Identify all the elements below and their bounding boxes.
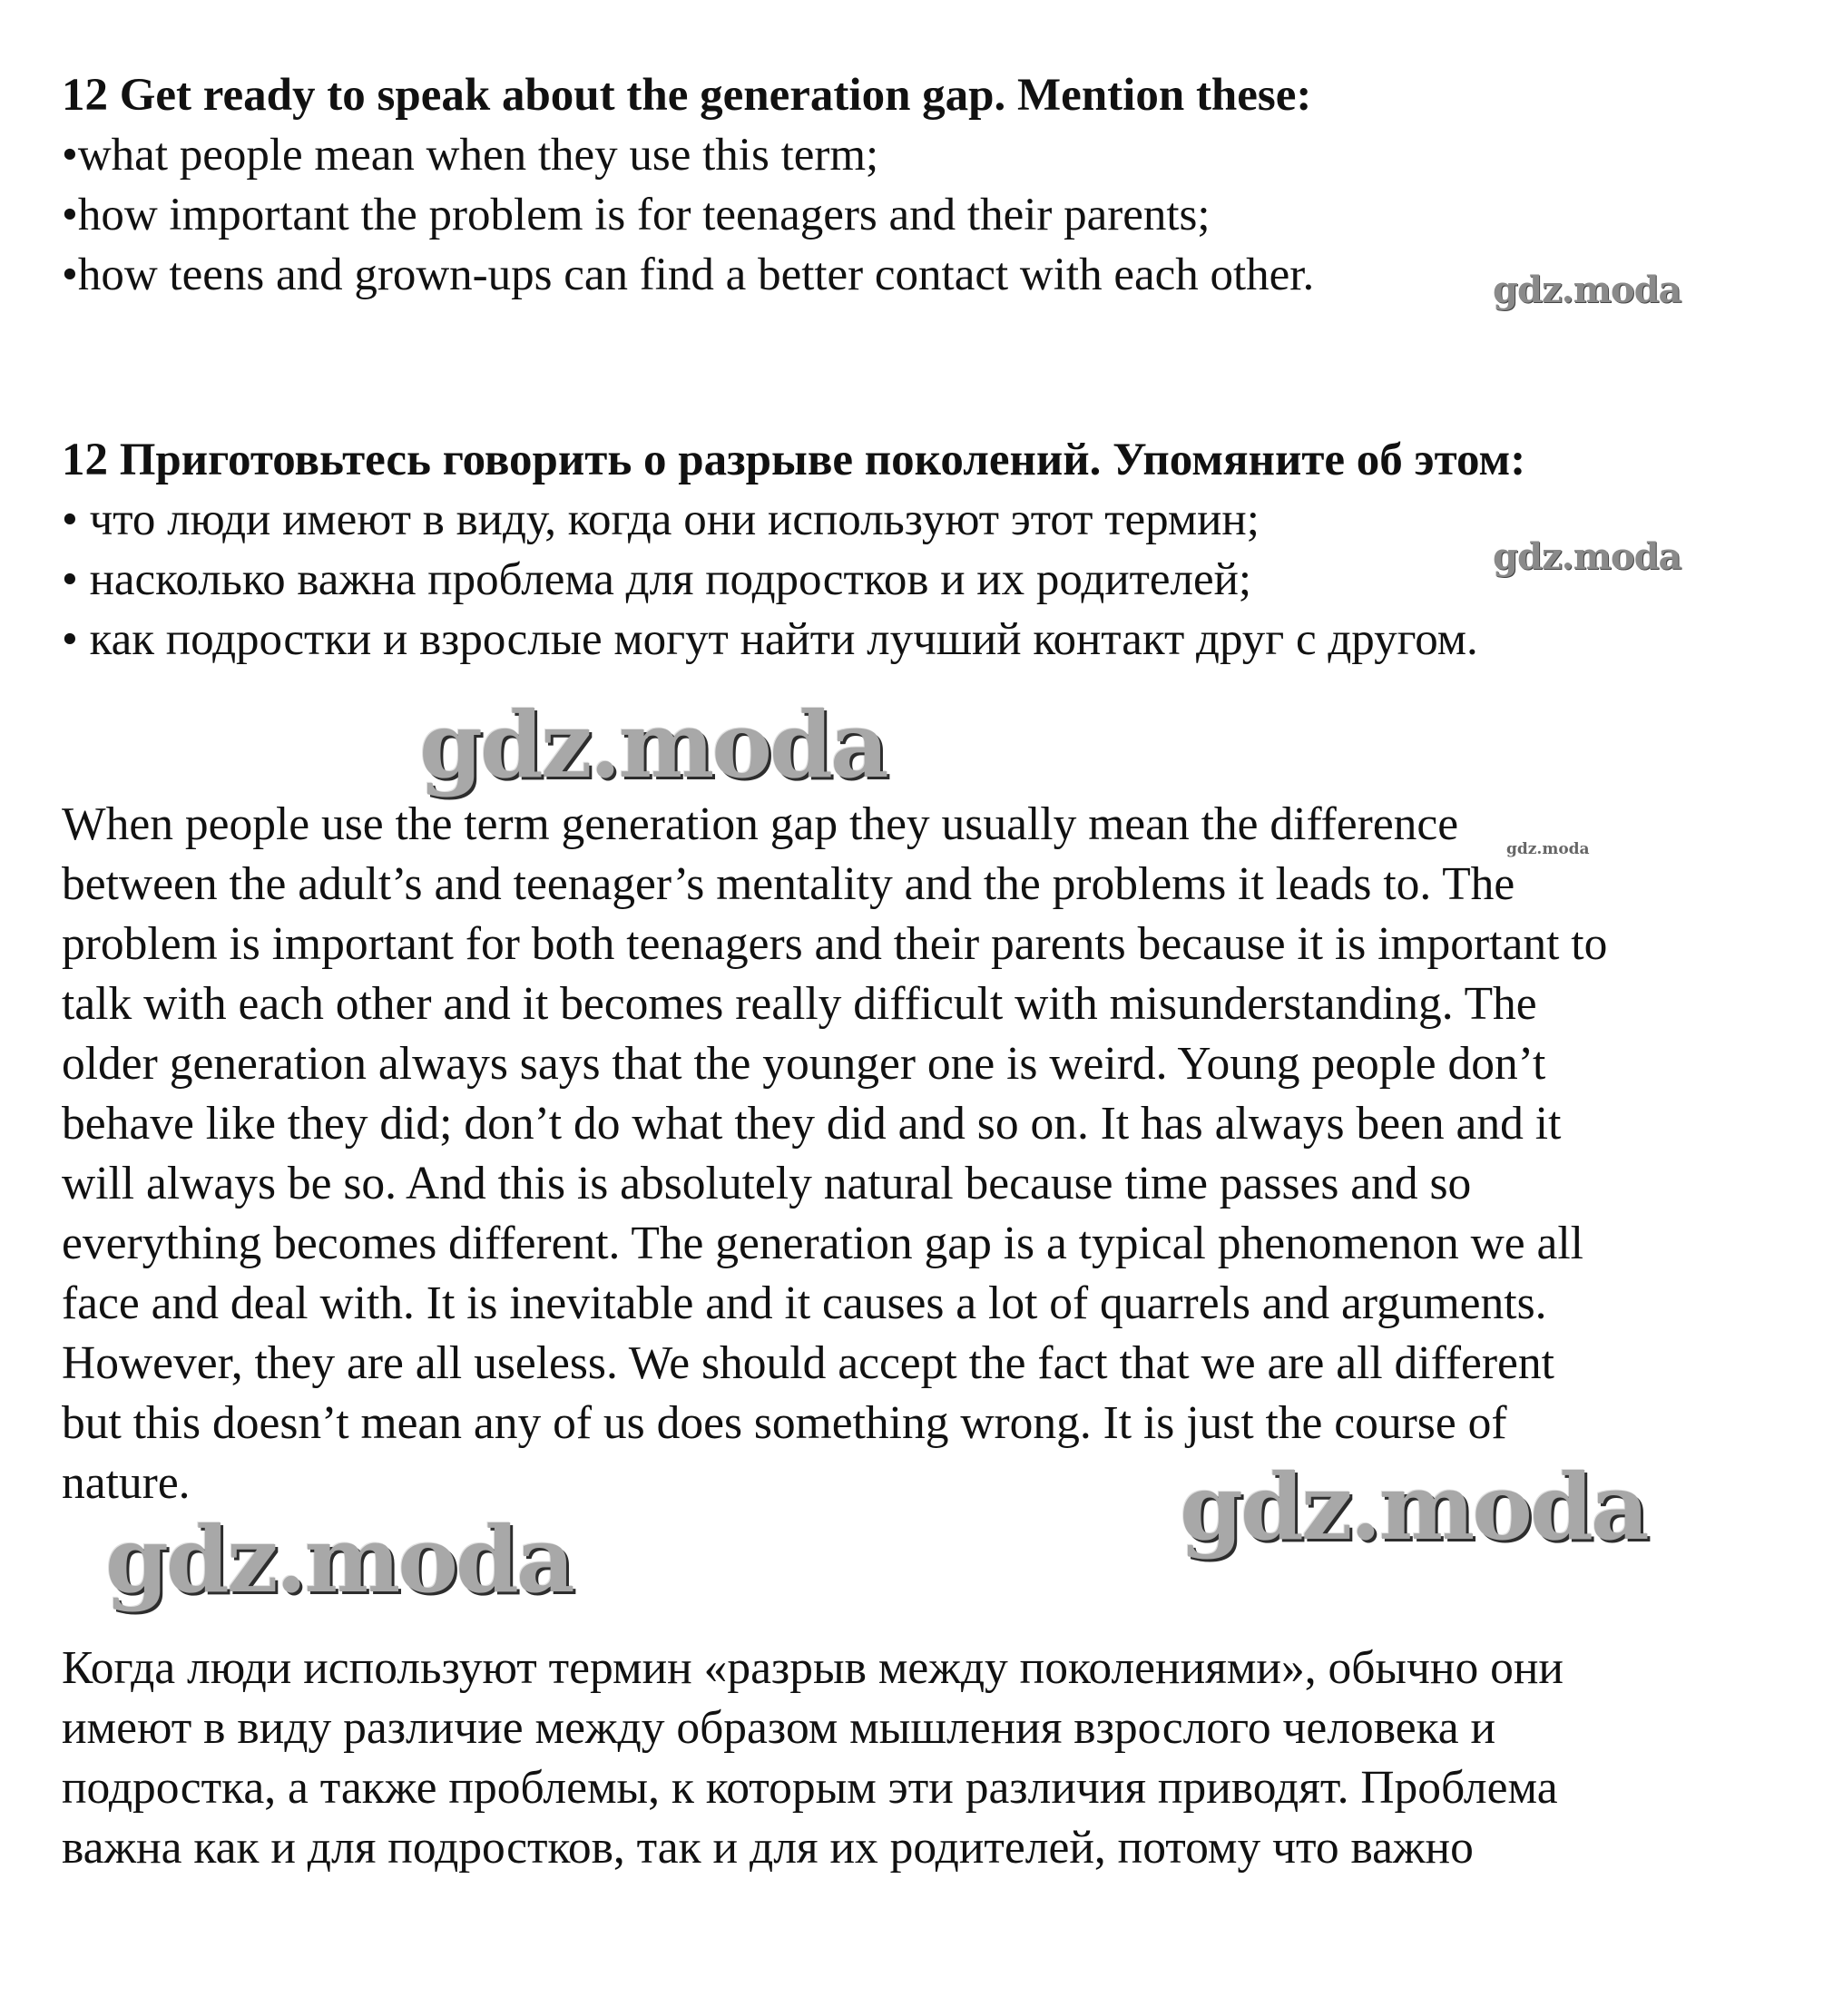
russian-task-bullet-2: • насколько важна проблема для подростков и их родителей;: [62, 554, 1252, 605]
english-answer-line: face and deal with. It is inevitable and it causes a lot of quarrels and arguments.: [62, 1277, 1547, 1329]
watermark-logo: gdz.moda: [1180, 1453, 1647, 1561]
watermark-logo: gdz.moda: [419, 691, 887, 798]
russian-task-heading: 12 Приготовьтесь говорить о разрыве поколений. Упомяните об этом:: [62, 435, 1526, 485]
english-answer-line: However, they are all useless. We should accept the fact that we are all different: [62, 1337, 1554, 1389]
english-task-bullet-1: •what people mean when they use this term;: [62, 130, 879, 181]
russian-answer-line: имеют в виду различие между образом мышления взрослого человека и: [62, 1702, 1496, 1754]
russian-answer-line: важна как и для подростков, так и для их родителей, потому что важно: [62, 1822, 1474, 1874]
watermark-logo: gdz.moda: [1493, 535, 1681, 578]
english-answer-line: problem is important for both teenagers and their parents because it is important to: [62, 918, 1608, 970]
english-answer-line: between the adult’s and teenager’s mentality and the problems it leads to. The: [62, 858, 1515, 910]
english-answer-paragraph: [62, 795, 1813, 1513]
russian-answer-line: подростка, а также проблемы, к которым эти различия приводят. Проблема: [62, 1762, 1558, 1814]
russian-answer-paragraph: [62, 1639, 1813, 1878]
russian-task-bullet-1: • что люди имеют в виду, когда они используют этот термин;: [62, 494, 1260, 545]
english-answer-line: talk with each other and it becomes really difficult with misunderstanding. The: [62, 978, 1537, 1030]
watermark-logo: gdz.moda: [105, 1506, 573, 1613]
russian-task-bullet-3: • как подростки и взрослые могут найти лучший контакт друг с другом.: [62, 614, 1478, 665]
english-task-bullet-2: •how important the problem is for teenagers and their parents;: [62, 190, 1211, 240]
english-task-heading: 12 Get ready to speak about the generation gap. Mention these:: [62, 70, 1312, 121]
english-answer-line: older generation always says that the younger one is weird. Young people don’t: [62, 1038, 1546, 1090]
english-answer-line: When people use the term generation gap they usually mean the difference: [62, 798, 1459, 850]
english-answer-line: nature.: [62, 1457, 191, 1509]
watermark-logo: gdz.moda: [1493, 269, 1681, 311]
english-answer-line: everything becomes different. The generation gap is a typical phenomenon we all: [62, 1218, 1583, 1269]
english-answer-line: will always be so. And this is absolutely natural because time passes and so: [62, 1158, 1472, 1209]
russian-answer-line: Когда люди используют термин «разрыв между поколениями», обычно они: [62, 1642, 1564, 1694]
english-task-bullet-3: •how teens and grown-ups can find a better contact with each other.: [62, 250, 1315, 300]
english-answer-line: behave like they did; don’t do what they did and so on. It has always been and it: [62, 1098, 1562, 1150]
english-answer-line: but this doesn’t mean any of us does something wrong. It is just the course of: [62, 1397, 1507, 1449]
watermark-logo: gdz.moda: [1506, 840, 1590, 858]
